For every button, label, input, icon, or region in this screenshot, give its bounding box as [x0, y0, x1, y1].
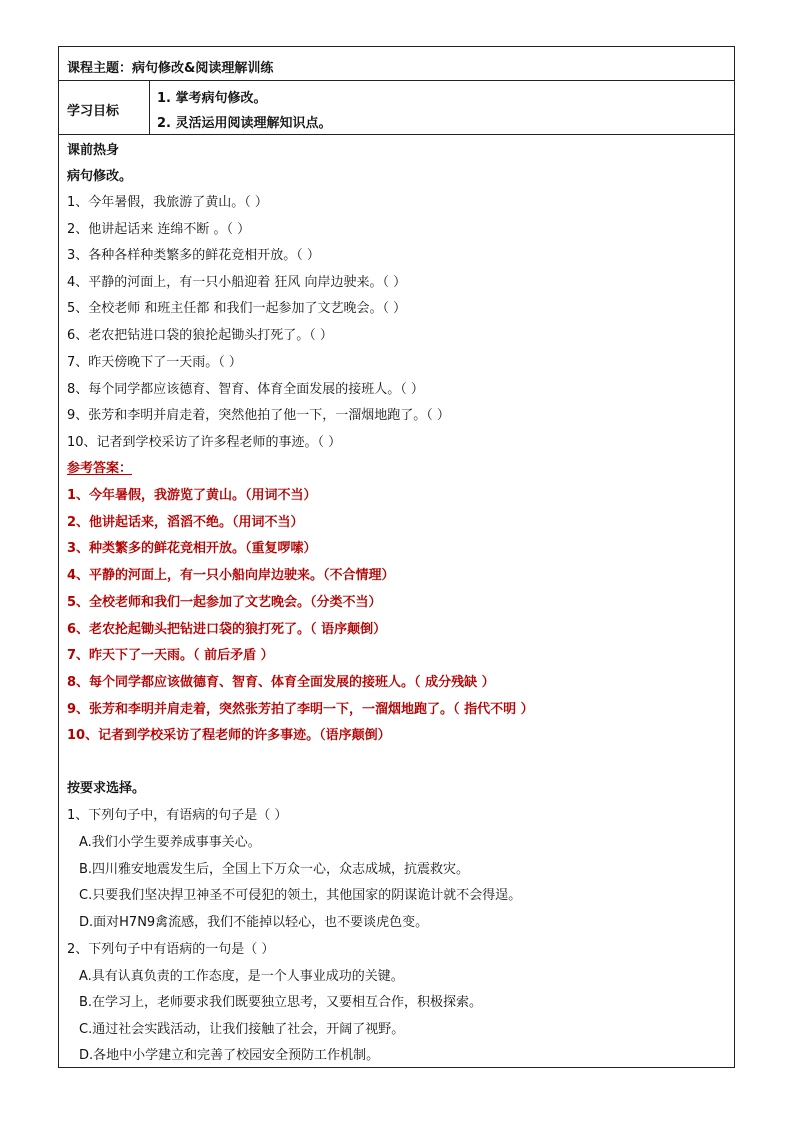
answer-item: 1、今年暑假，我游览了黄山。（用词不当）	[67, 488, 317, 503]
q1-option-c: C.只要我们坚决捍卫神圣不可侵犯的领土，其他国家的阴谋诡计就不会得逞。	[79, 888, 522, 903]
answer-item: 5、全校老师和我们一起参加了文艺晚会。（分类不当）	[67, 595, 382, 610]
warmup-item: 10、记者到学校采访了许多程老师的事迹。（ ）	[67, 435, 342, 450]
choice-heading: 按要求选择。	[67, 781, 146, 796]
warmup-item: 8、每个同学都应该德育、智育、体育全面发展的接班人。（ ）	[67, 382, 424, 397]
goal-2: 2. 灵活运用阅读理解知识点。	[157, 116, 332, 131]
warmup-item: 5、全校老师 和班主任都 和我们一起参加了文艺晚会。（ ）	[67, 301, 407, 316]
goal-label: 学习目标	[67, 104, 120, 119]
goal-row	[59, 81, 734, 135]
warmup-heading: 课前热身	[67, 143, 120, 158]
goal-1: 1. 掌考病句修改。	[157, 91, 267, 106]
q2-option-b: B.在学习上，老师要求我们既要独立思考，又要相互合作，积极探索。	[79, 995, 483, 1010]
q1-option-a: A.我们小学生要养成事事关心。	[79, 835, 261, 850]
warmup-item: 6、老农把钻进口袋的狼抡起锄头打死了。（ ）	[67, 328, 333, 343]
goal-divider	[149, 81, 150, 134]
warmup-subheading: 病句修改。	[67, 169, 133, 184]
warmup-item: 9、张芳和李明并肩走着，突然他拍了他一下，一溜烟地跑了。（ ）	[67, 408, 450, 423]
answer-item: 9、张芳和李明并肩走着，突然张芳拍了李明一下，一溜烟地跑了。（ 指代不明 ）	[67, 702, 534, 717]
warmup-item: 2、他讲起话来 连绵不断 。（ ）	[67, 222, 251, 237]
warmup-item: 4、平静的河面上，有一只小船迎着 狂风 向岸边驶来。（ ）	[67, 275, 407, 290]
q2-option-d: D.各地中小学建立和完善了校园安全预防工作机制。	[79, 1048, 380, 1063]
q1-option-b: B.四川雅安地震发生后，全国上下万众一心，众志成城，抗震救灾。	[79, 862, 470, 877]
course-topic: 课程主题：病句修改&阅读理解训练	[67, 61, 274, 76]
answer-item: 2、他讲起话来，滔滔不绝。（用词不当）	[67, 515, 304, 530]
warmup-item: 3、各种各样种类繁多的鲜花竞相开放。（ ）	[67, 248, 320, 263]
answer-item: 4、平静的河面上，有一只小船向岸边驶来。（不合情理）	[67, 568, 395, 583]
answers-heading: 参考答案：	[67, 461, 133, 476]
warmup-item: 7、昨天傍晚下了一天雨。（ ）	[67, 355, 242, 370]
answer-item: 6、老农抡起锄头把钻进口袋的狼打死了。（ 语序颠倒）	[67, 622, 387, 637]
answer-item: 10、记者到学校采访了程老师的许多事迹。（语序颠倒）	[67, 728, 391, 743]
warmup-item: 1、今年暑假，我旅游了黄山。（ ）	[67, 195, 268, 210]
answer-item: 3、种类繁多的鲜花竞相开放。（重复啰嗦）	[67, 541, 317, 556]
q2-option-c: C.通过社会实践活动，让我们接触了社会，开阔了视野。	[79, 1022, 405, 1037]
answer-item: 8、每个同学都应该做德育、智育、体育全面发展的接班人。（ 成分残缺 ）	[67, 675, 495, 690]
q2-option-a: A.具有认真负责的工作态度，是一个人事业成功的关键。	[79, 969, 404, 984]
topic-row	[59, 47, 734, 81]
question-1: 1、下列句子中，有语病的句子是（ ）	[67, 808, 288, 823]
question-2: 2、下列句子中有语病的一句是（ ）	[67, 942, 275, 957]
worksheet-table	[58, 46, 735, 1068]
answer-item: 7、昨天下了一天雨。（ 前后矛盾 ）	[67, 648, 274, 663]
q1-option-d: D.面对H7N9禽流感，我们不能掉以轻心，也不要谈虎色变。	[79, 915, 429, 930]
